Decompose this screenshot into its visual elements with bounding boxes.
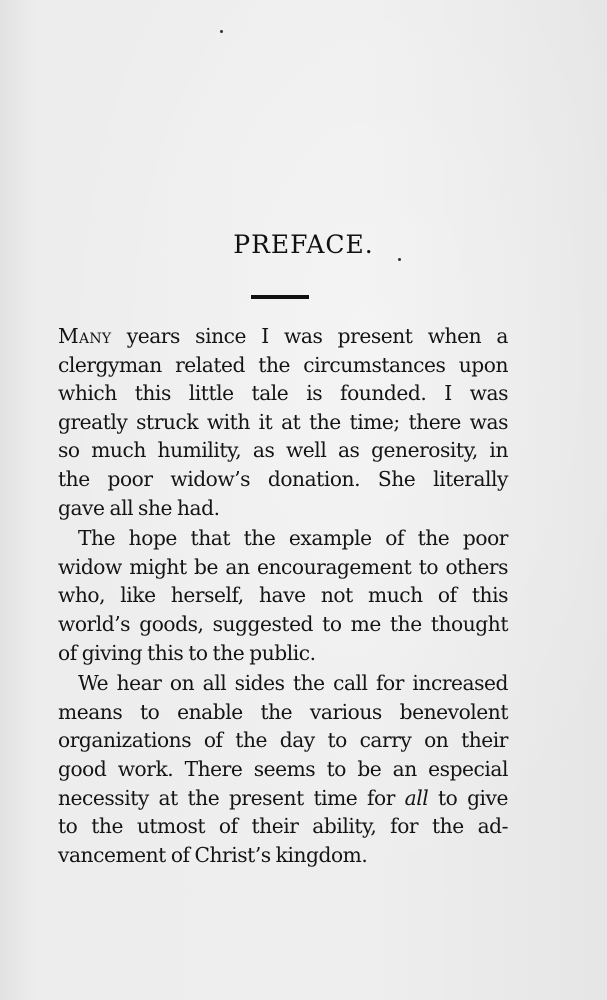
text-line: widow might be an encouragement to others bbox=[58, 554, 508, 579]
bleed-through-text bbox=[235, 80, 525, 340]
text-line: gave all she had. bbox=[58, 495, 220, 520]
text-line: necessity at the present time for all to give bbox=[58, 785, 509, 810]
small-caps-lead: Many bbox=[58, 324, 112, 348]
text-line: greatly struck with it at the time; there was bbox=[58, 409, 508, 434]
text-line: which this little tale is founded. I was bbox=[58, 381, 508, 406]
text-line: who, like herself, have not much of this bbox=[58, 583, 508, 608]
text-line: means to enable the various benevolent bbox=[58, 699, 508, 724]
text-line: The hope that the example of the poor bbox=[78, 526, 508, 551]
text-line: the poor widow’s donation. She literally bbox=[58, 466, 508, 491]
speck-mark bbox=[220, 30, 223, 33]
text-line: We hear on all sides the call for increased bbox=[78, 671, 508, 696]
page-title: PREFACE. bbox=[233, 230, 374, 259]
emphasis: all bbox=[404, 785, 429, 810]
preface-text bbox=[58, 322, 508, 869]
text-line: so much humility, as well as generosity, in bbox=[58, 438, 508, 463]
paragraph bbox=[58, 322, 508, 522]
text-line: to the utmost of their ability, for the ad- bbox=[58, 814, 508, 839]
text-line: world’s goods, suggested to me the thought bbox=[58, 611, 508, 636]
paragraph bbox=[58, 669, 508, 869]
text-line: good work. There seems to be an especial bbox=[58, 756, 508, 781]
text-line: clergyman related the circumstances upon bbox=[58, 352, 508, 377]
title-rule bbox=[251, 295, 309, 299]
text-line: organizations of the day to carry on their bbox=[58, 728, 508, 753]
text-line: vancement of Christ’s kingdom. bbox=[58, 842, 368, 867]
text-line: Many years since I was present when a bbox=[58, 324, 508, 348]
text-line: of giving this to the public. bbox=[58, 640, 316, 665]
paragraph bbox=[58, 524, 508, 667]
